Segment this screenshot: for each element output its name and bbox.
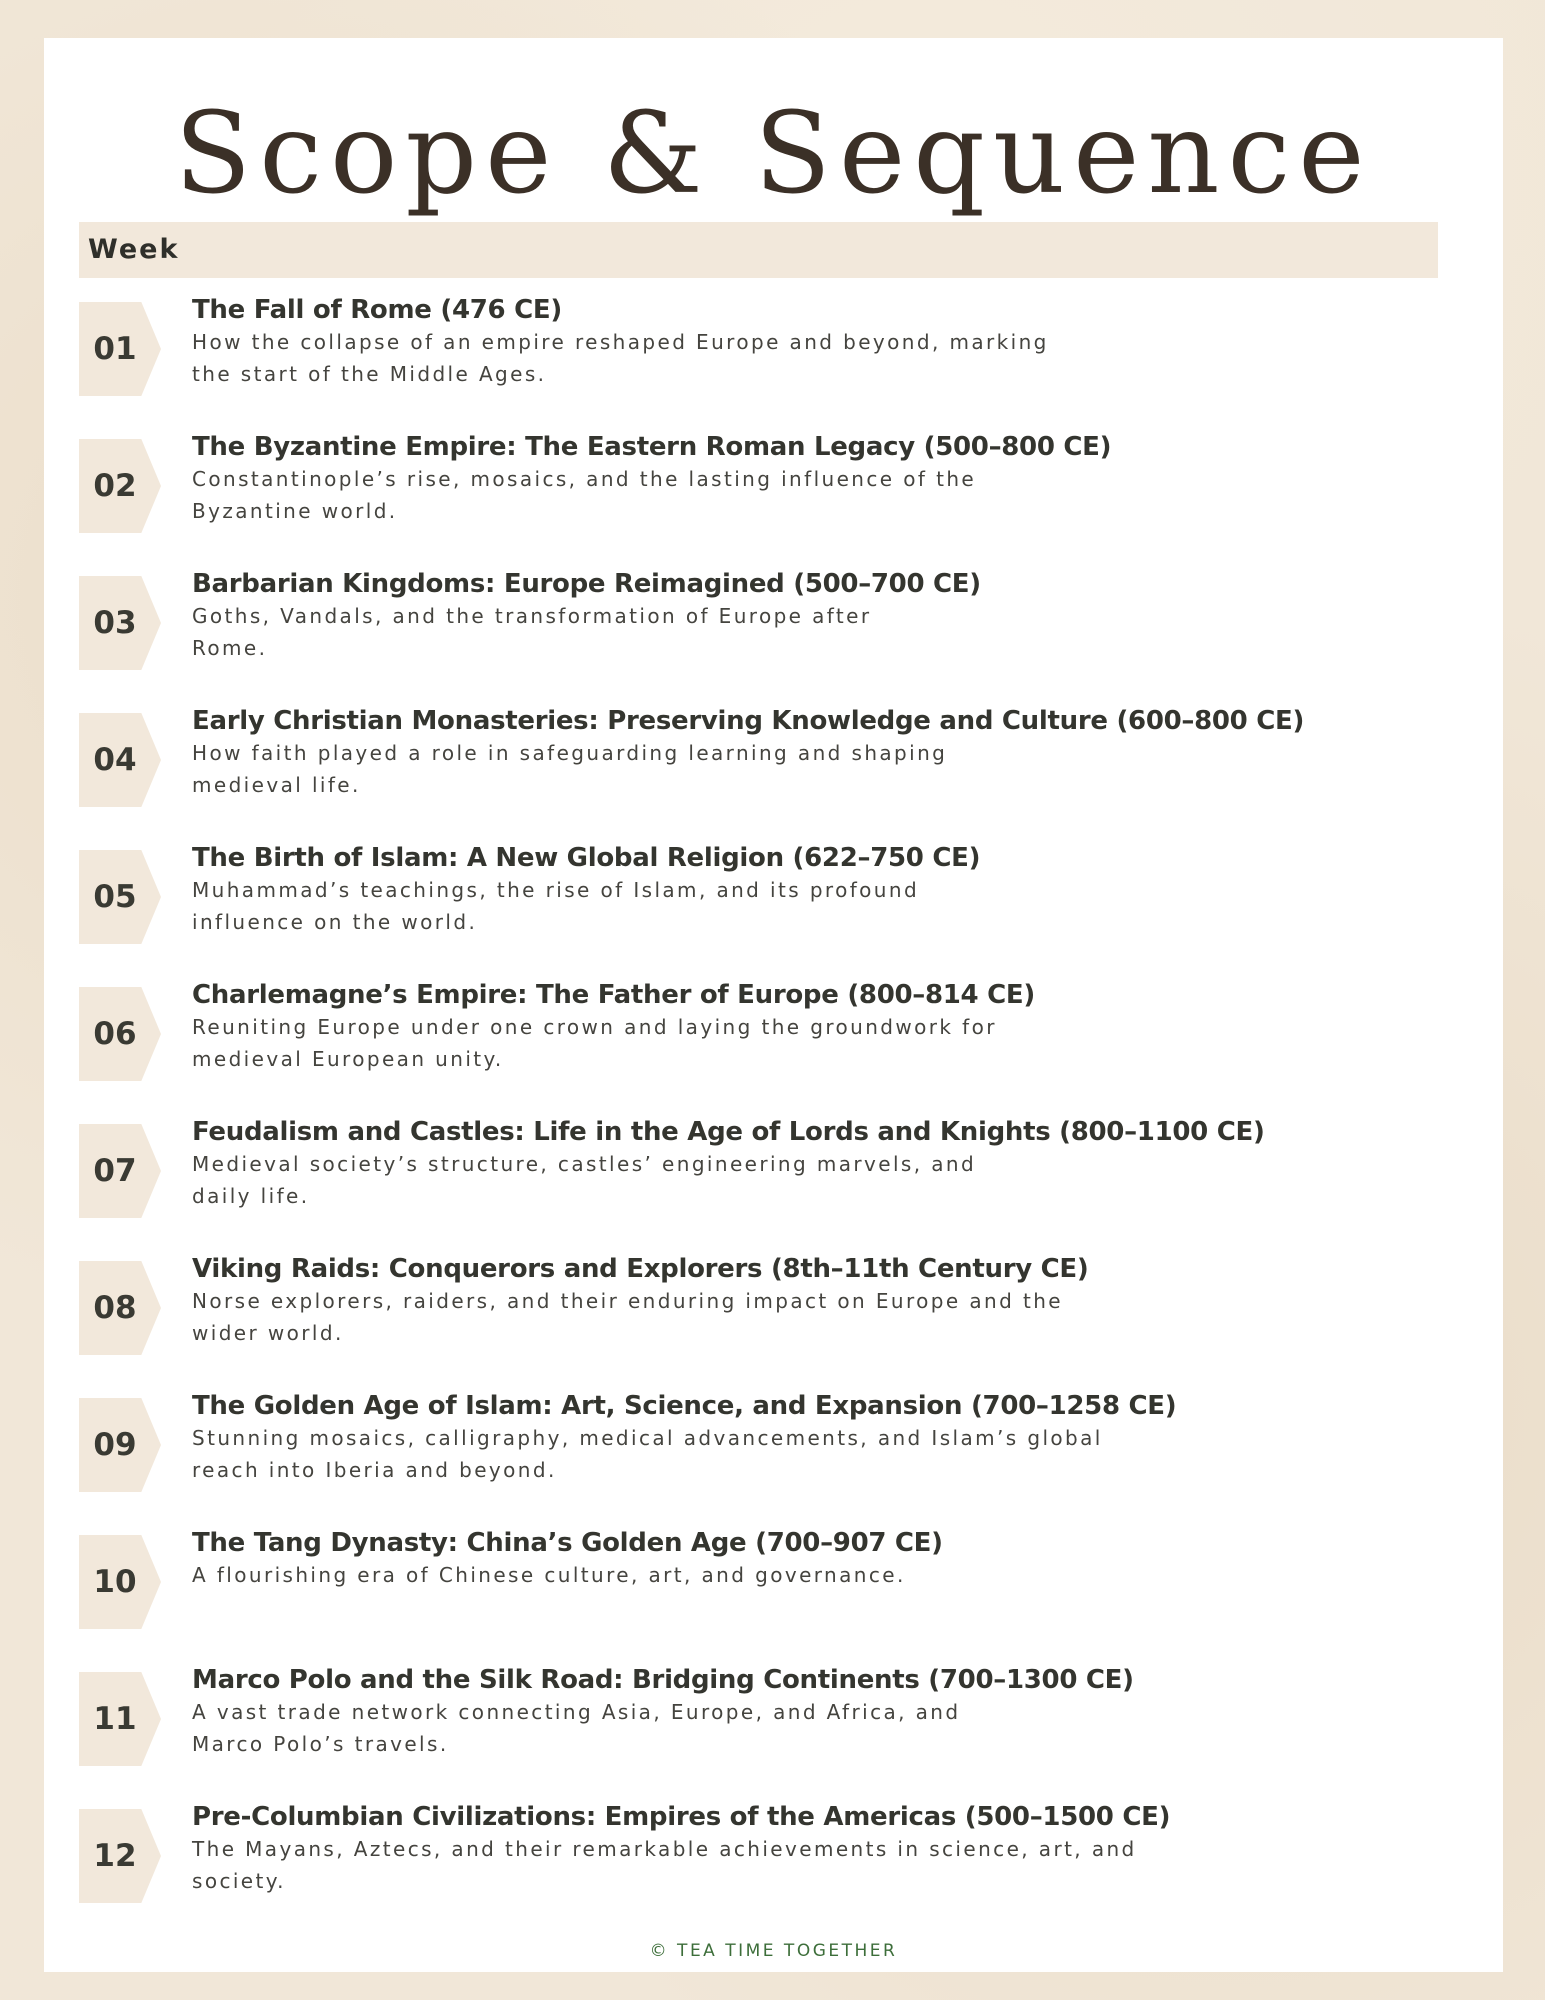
copyright-footer: © TEA TIME TOGETHER [649,1941,898,1961]
week-description: The Mayans, Aztecs, and their remarkable achievements in science, art, and society. [192,1837,1137,1893]
week-description: Muhammad’s teachings, the rise of Islam, and its profound influence on the world. [192,878,920,934]
week-description: How faith played a role in safeguarding learning and shaping medieval life. [192,741,948,797]
week-title: Viking Raids: Conquerors and Explorers (8th–11th Century CE) [192,1254,1089,1284]
week-title: Pre-Columbian Civilizations: Empires of the Americas (500–1500 CE) [192,1802,1171,1832]
week-row-02 [79,431,1479,531]
week-number: 12 [93,1838,137,1874]
week-title: The Byzantine Empire: The Eastern Roman Legacy (500–800 CE) [192,432,1112,462]
week-description: Medieval society’s structure, castles’ engineering marvels, and daily life. [192,1152,977,1208]
week-number: 03 [93,605,137,641]
week-title: The Golden Age of Islam: Art, Science, and Expansion (700–1258 CE) [192,1391,1177,1421]
week-row-11 [79,1664,1479,1764]
week-title: The Birth of Islam: A New Global Religion (622–750 CE) [192,843,981,873]
week-number: 06 [93,1016,137,1052]
week-row-08 [79,1253,1479,1353]
week-description: A vast trade network connecting Asia, Europe, and Africa, and Marco Polo’s travels. [192,1700,961,1756]
week-title: The Fall of Rome (476 CE) [192,295,562,325]
week-row-04 [79,705,1479,805]
week-description: Stunning mosaics, calligraphy, medical advancements, and Islam’s global reach into Iberia and beyond. [192,1426,1103,1482]
page-sheet [44,38,1503,1972]
table-header-bar [79,222,1438,278]
week-number: 09 [93,1427,137,1463]
week-number: 05 [93,879,137,915]
week-title: Early Christian Monasteries: Preserving Knowledge and Culture (600–800 CE) [192,706,1305,736]
week-title: The Tang Dynasty: China’s Golden Age (700–907 CE) [192,1528,943,1558]
week-number: 02 [93,468,137,504]
week-number: 08 [93,1290,137,1326]
week-number: 10 [93,1564,137,1600]
week-row-10 [79,1527,1479,1627]
week-row-09 [79,1390,1479,1490]
week-title: Charlemagne’s Empire: The Father of Europe (800–814 CE) [192,980,1035,1010]
week-column-header: Week [88,234,180,265]
week-row-05 [79,842,1479,942]
week-title: Feudalism and Castles: Life in the Age of Lords and Knights (800–1100 CE) [192,1117,1265,1147]
week-number: 04 [93,742,137,778]
week-description: Constantinople’s rise, mosaics, and the lasting influence of the Byzantine world. [192,467,977,523]
week-number: 11 [93,1701,137,1737]
week-row-03 [79,568,1479,668]
week-row-06 [79,979,1479,1079]
week-description: Reuniting Europe under one crown and laying the groundwork for medieval European unity. [192,1015,997,1071]
page-title: Scope & Sequence [174,89,1373,219]
week-description: Norse explorers, raiders, and their enduring impact on Europe and the wider world. [192,1289,1063,1345]
week-row-07 [79,1116,1479,1216]
week-number: 07 [93,1153,137,1189]
week-description: A flourishing era of Chinese culture, art, and governance. [192,1563,906,1587]
week-description: How the collapse of an empire reshaped Europe and beyond, marking the start of the Middle Ages. [192,330,1049,386]
week-title: Barbarian Kingdoms: Europe Reimagined (500–700 CE) [192,569,981,599]
week-row-12 [79,1801,1479,1901]
week-title: Marco Polo and the Silk Road: Bridging Continents (700–1300 CE) [192,1665,1134,1695]
week-number: 01 [93,331,137,367]
week-row-01 [79,294,1479,394]
week-description: Goths, Vandals, and the transformation of Europe after Rome. [192,604,872,660]
